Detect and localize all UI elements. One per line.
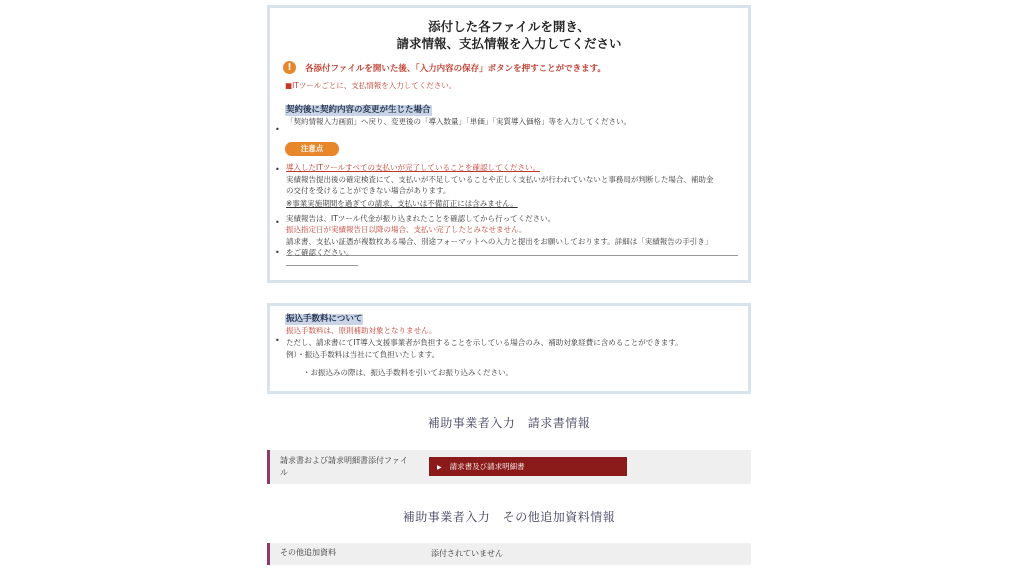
contract-change-heading: 契約後に契約内容の変更が生じた場合	[286, 105, 431, 115]
caution1-line1: 実績報告提出後の確定検査にて、支払いが不足していることや正しく支払いが行われていないと事務局が判断した場合、補助金	[286, 175, 714, 184]
invoice-section-title: 補助事業者入力 請求書情報	[427, 416, 591, 430]
bullet: •	[275, 248, 280, 257]
transfer-fee-line1: 振込手数料は、原則補助対象となりません。	[286, 326, 437, 335]
divider	[286, 265, 358, 266]
other-attachment-value: 添付されていません	[431, 549, 503, 558]
bullet: •	[275, 336, 280, 345]
other-attachment-label: その他追加資料	[267, 543, 422, 565]
contract-change-text: 「契約情報入力画面」へ戻り、変更後の「導入数量」「単価」「実質導入価格」等を入力してください。	[286, 117, 631, 126]
transfer-fee-line3: 例）・振込手数料は当社にて負担いたします。	[286, 350, 440, 359]
caution1-line2: の交付を受けることができない場合があります。	[286, 186, 451, 195]
it-tool-note: ■ITツールごとに、支払情報を入力してください。	[285, 81, 457, 90]
panel-title-line2: 請求情報、支払情報を入力してください	[396, 36, 622, 51]
bullet: •	[275, 165, 280, 174]
bullet: •	[275, 218, 280, 227]
caution2-line4: をご確認ください。	[286, 248, 354, 257]
transfer-fee-line4: ・お振込みの際は、振込手数料を引いてお振り込みください。	[303, 368, 513, 377]
instructions-panel	[267, 5, 751, 283]
invoice-download-label: 請求書及び請求明細書	[449, 462, 525, 471]
caution2-line3: 請求書、支払い証憑が複数枚ある場合、別途フォーマットへの入力と提出をお願いしております。詳細は「実績報告の手引き」	[286, 237, 713, 246]
other-attachment-row	[267, 543, 751, 565]
caution2-line1: 実績報告は、ITツール代金が振り込まれたことを確認してから行ってください。	[286, 214, 556, 223]
play-arrow-icon: ▶	[437, 464, 442, 471]
caution2-line2: 振込指定日が実績報告日以降の場合、支払い完了したとみなせません。	[286, 225, 527, 234]
transfer-fee-line2: ただし、請求書にてIT導入支援事業者が負担することを示している場合のみ、補助対象経費に含めることができます。	[286, 338, 683, 347]
transfer-fee-panel	[267, 303, 751, 394]
other-section-title: 補助事業者入力 その他追加資料情報	[402, 510, 616, 524]
transfer-fee-heading: 振込手数料について	[286, 314, 363, 324]
bullet: •	[275, 125, 280, 134]
invoice-download-button[interactable]	[429, 457, 627, 476]
caution1-title: 導入したITツールすべての支払いが完了していることを確認してください。	[286, 163, 540, 172]
caution1-line3: ※事業実施期間を過ぎての請求、支払いは不備訂正には含みません。	[286, 199, 518, 208]
invoice-attachment-label: 請求書および請求明細書添付ファイル	[267, 450, 422, 484]
caution-badge: 注意点	[285, 142, 339, 156]
warning-text: 各添付ファイルを開いた後、「入力内容の保存」ボタンを押すことができます。	[305, 64, 606, 74]
panel-title-line1: 添付した各ファイルを開き、	[428, 19, 590, 34]
invoice-attachment-row	[267, 450, 751, 484]
warning-icon: !	[283, 61, 296, 74]
